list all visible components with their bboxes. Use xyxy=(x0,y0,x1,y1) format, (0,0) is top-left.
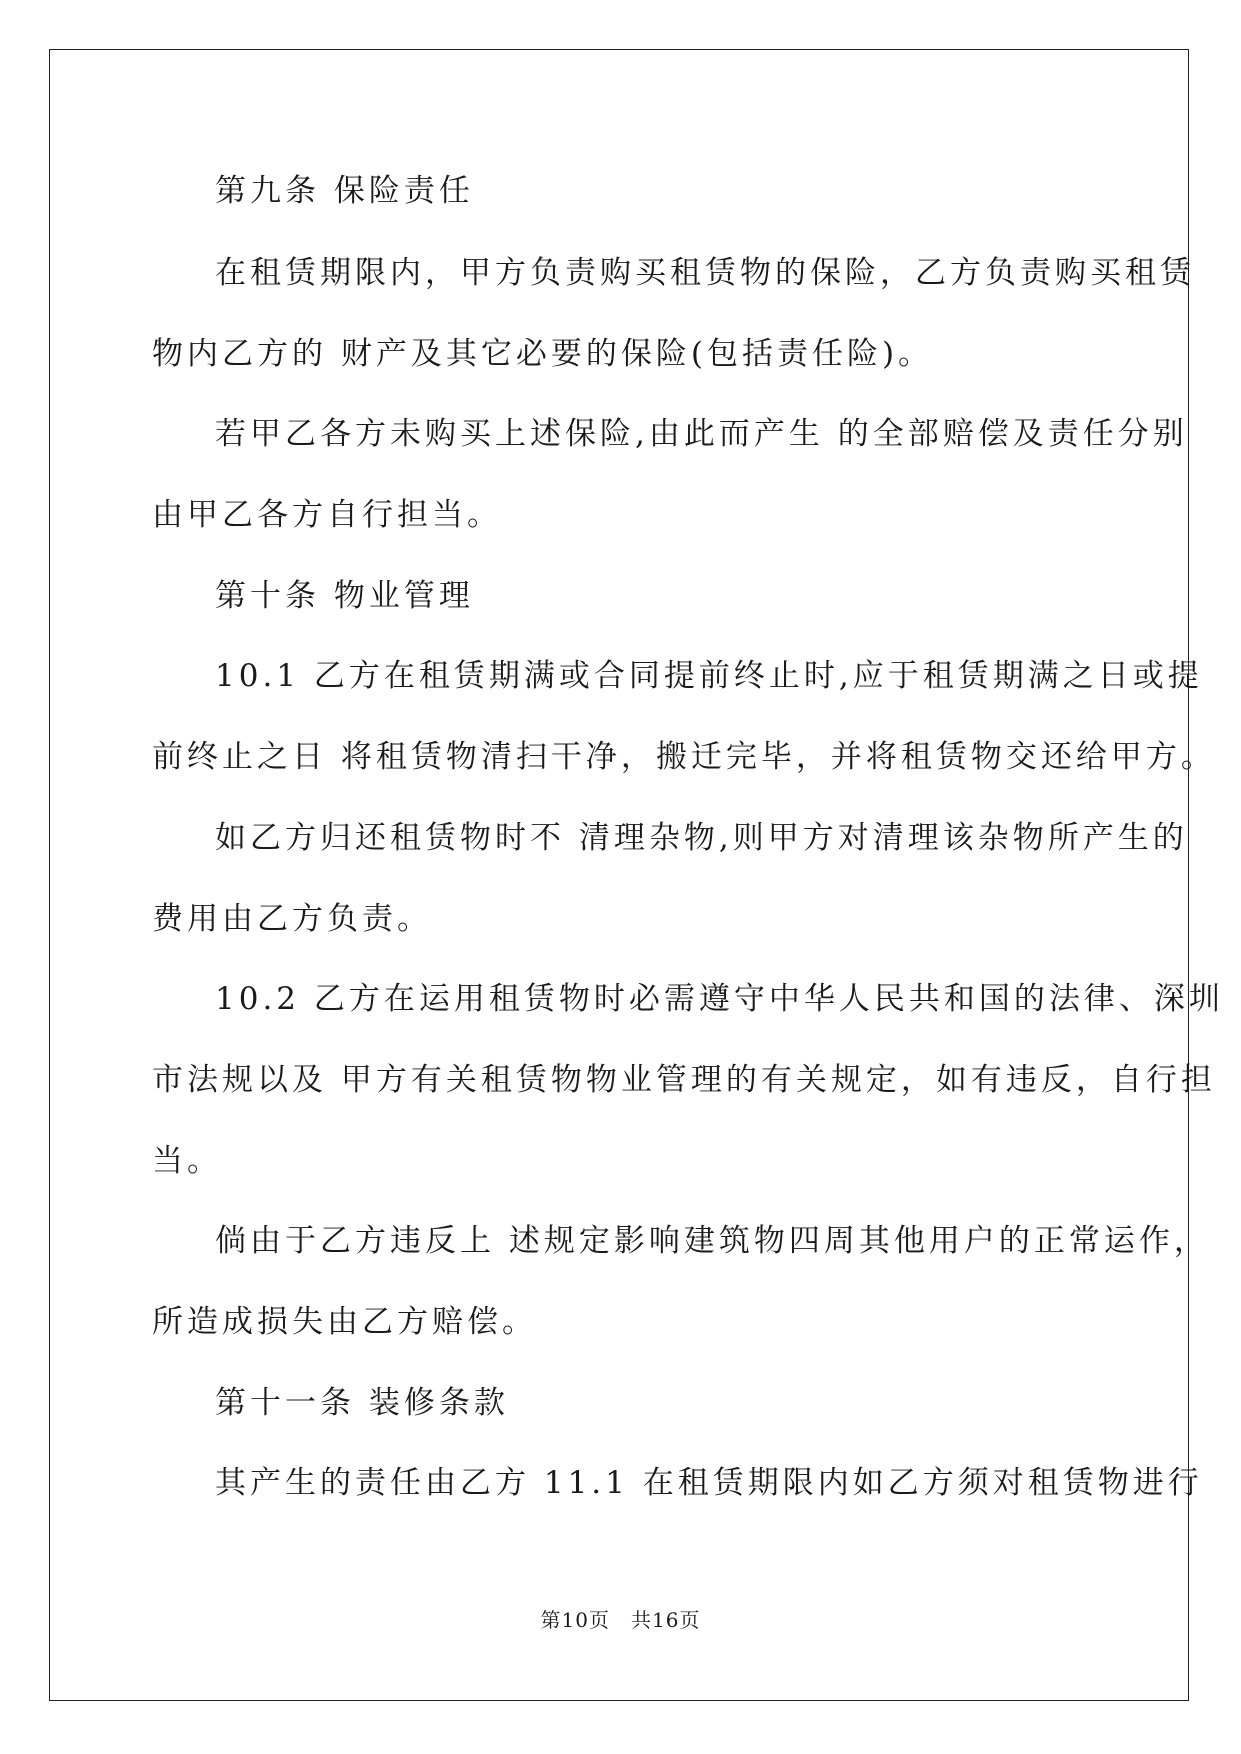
paragraph-line: 倘由于乙方违反上 述规定影响建筑物四周其他用户的正常运作， xyxy=(215,1223,1209,1259)
section-heading-10: 第十条 物业管理 xyxy=(215,578,474,614)
section-heading-11: 第十一条 装修条款 xyxy=(215,1385,509,1421)
paragraph-line: 费用由乙方负责。 xyxy=(152,901,432,937)
page-border xyxy=(49,49,1189,1701)
paragraph-line: 由甲乙各方自行担当。 xyxy=(152,497,502,533)
paragraph-line: 所造成损失由乙方赔偿。 xyxy=(152,1304,537,1340)
paragraph-line: 物内乙方的 财产及其它必要的保险(包括责任险)。 xyxy=(152,336,934,372)
paragraph-line: 10.2 乙方在运用租赁物时必需遵守中华人民共和国的法律、深圳 xyxy=(215,981,1224,1017)
section-heading-9: 第九条 保险责任 xyxy=(215,173,474,209)
paragraph-line: 如乙方归还租赁物时不 清理杂物,则甲方对清理该杂物所产生的 xyxy=(215,820,1188,856)
paragraph-line: 其产生的责任由乙方 11.1 在租赁期限内如乙方须对租赁物进行 xyxy=(215,1465,1203,1501)
paragraph-line: 在租赁期限内，甲方负责购买租赁物的保险，乙方负责购买租赁 xyxy=(215,255,1195,291)
paragraph-line: 市法规以及 甲方有关租赁物物业管理的有关规定，如有违反，自行担 xyxy=(152,1062,1216,1098)
page-number-footer: 第10页 共16页 xyxy=(540,1608,701,1632)
paragraph-line: 若甲乙各方未购买上述保险,由此而产生 的全部赔偿及责任分别 xyxy=(215,416,1188,452)
paragraph-line: 10.1 乙方在租赁期满或合同提前终止时,应于租赁期满之日或提 xyxy=(215,658,1203,694)
paragraph-line: 前终止之日 将租赁物清扫干净，搬迁完毕，并将租赁物交还给甲方。 xyxy=(152,739,1216,775)
paragraph-line: 当。 xyxy=(152,1143,222,1179)
